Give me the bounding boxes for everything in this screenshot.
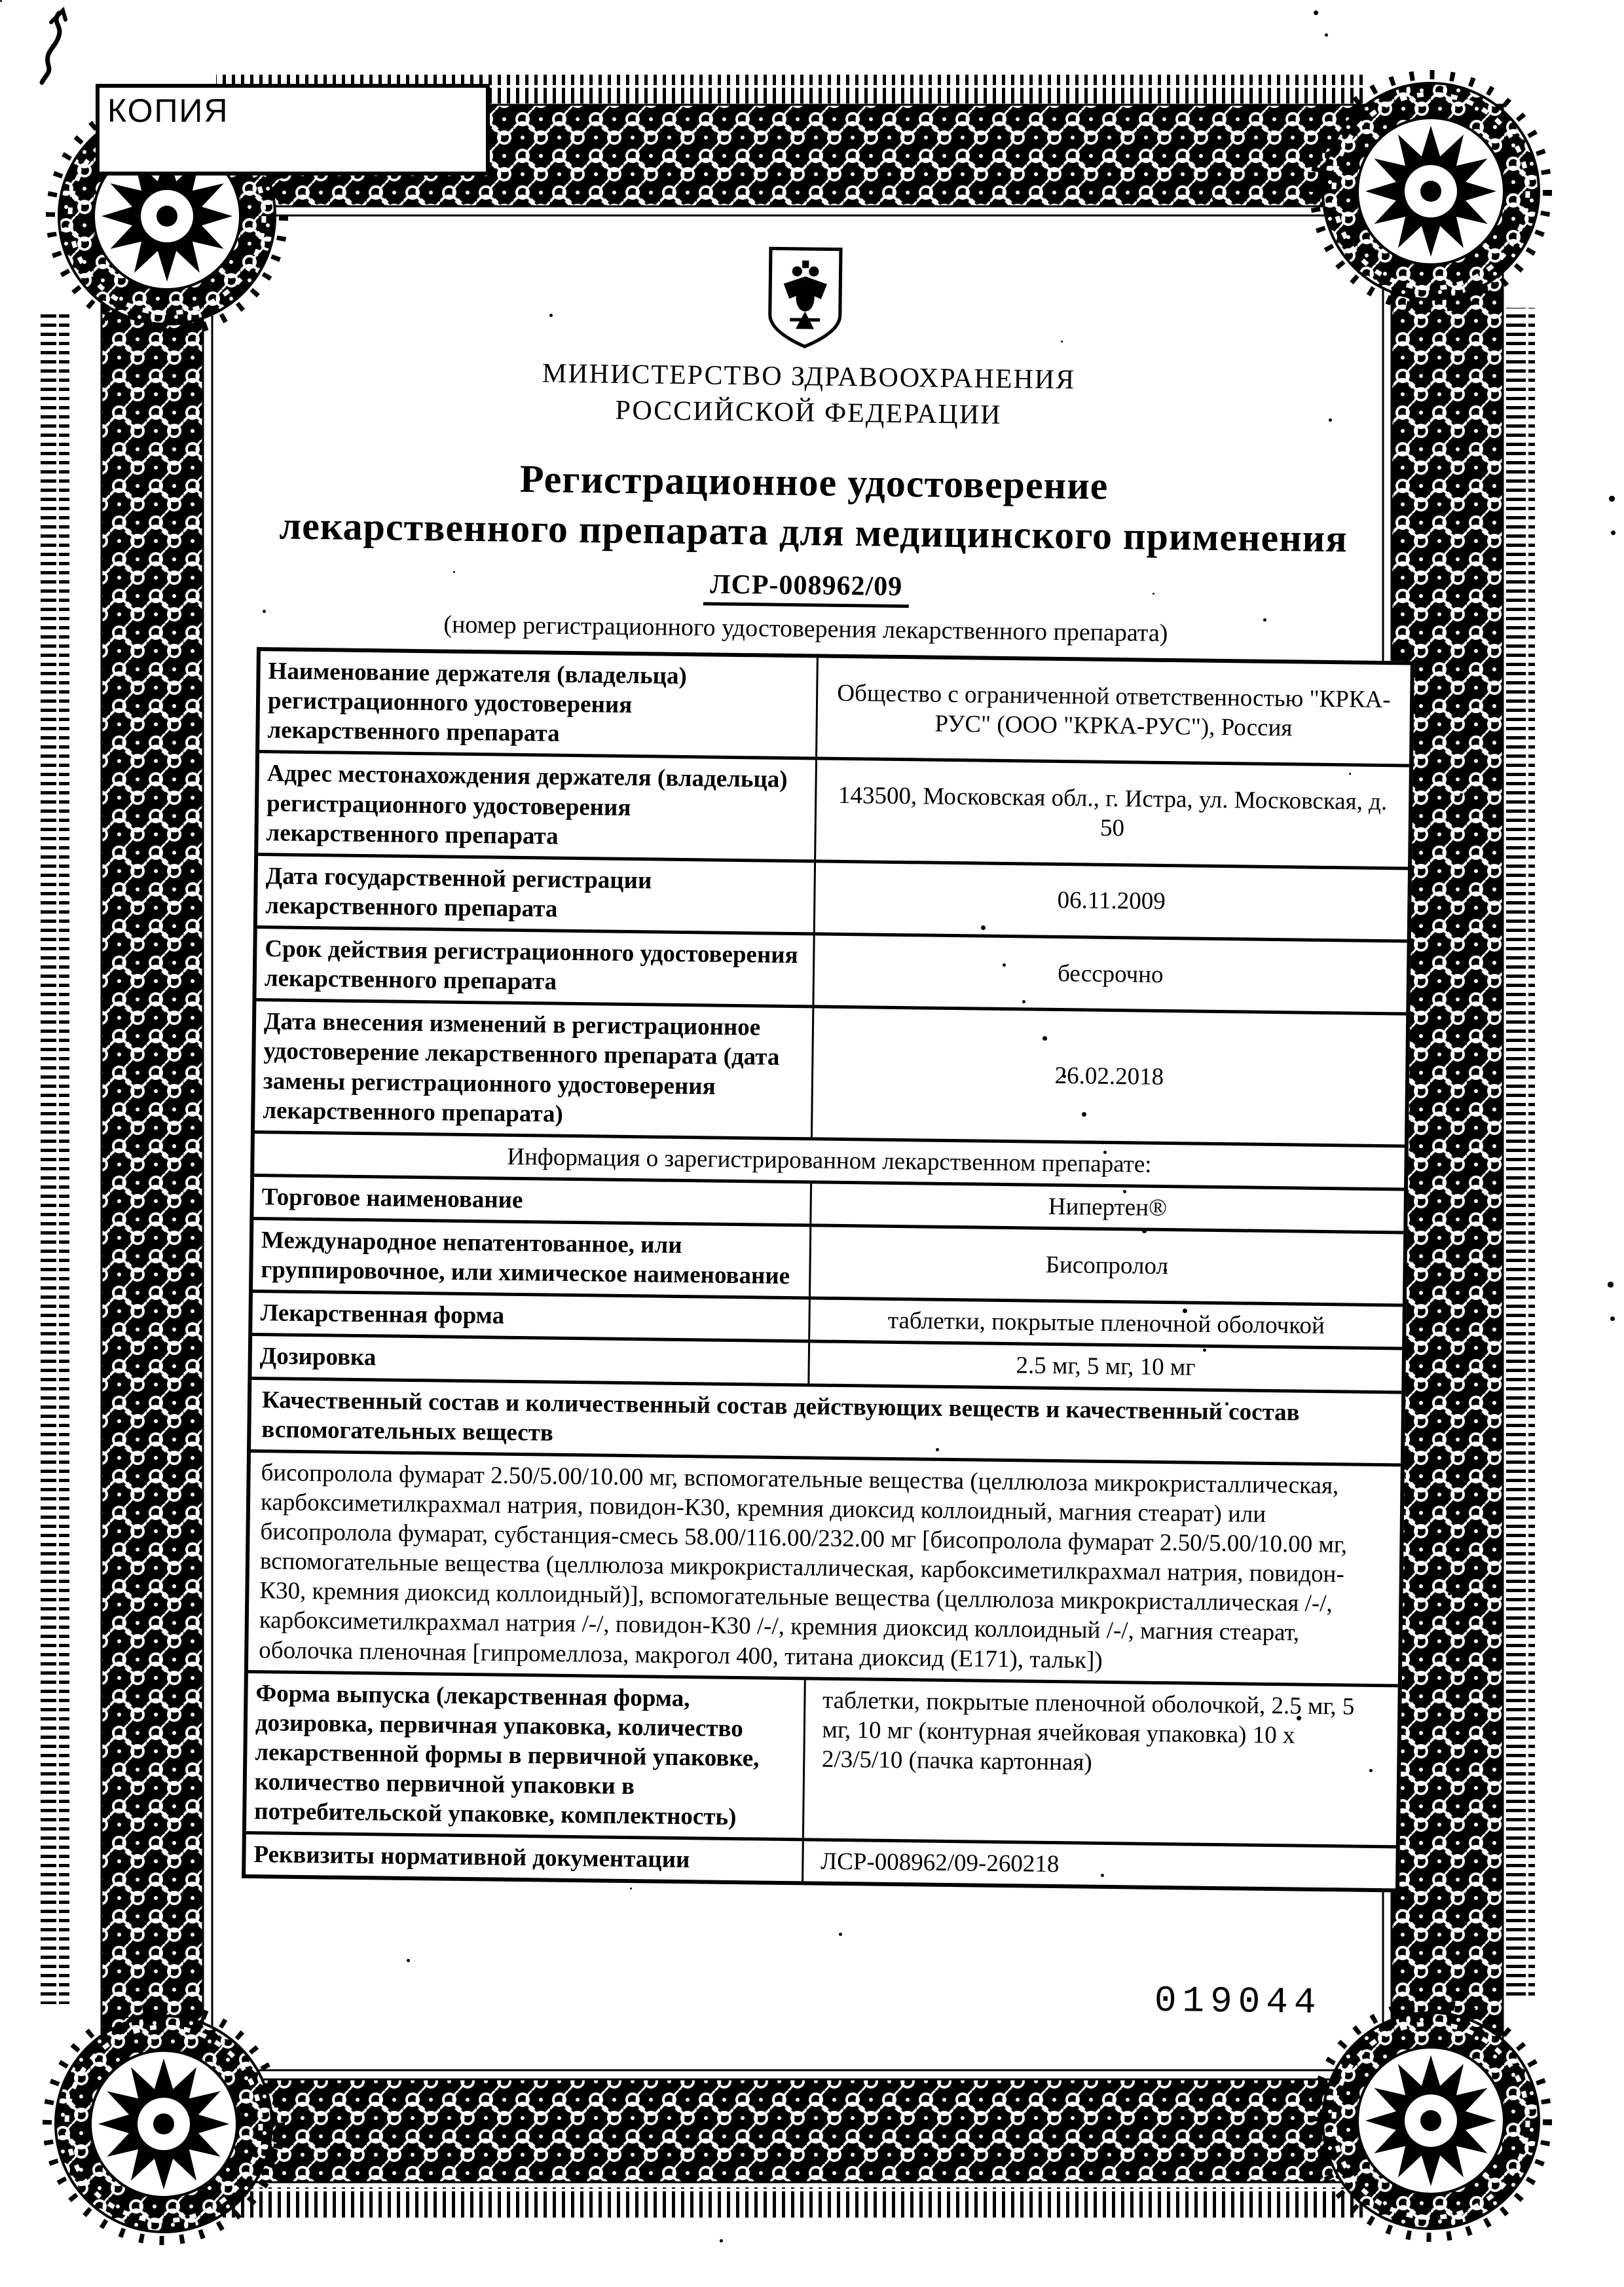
- blank-serial-number: 019044: [1154, 1979, 1322, 2024]
- row-value: ЛСР-008962/09-260218: [820, 1848, 1060, 1878]
- document-title: [175, 449, 1453, 565]
- table-heading-row: [251, 1379, 1401, 1466]
- copy-stamp-label: КОПИЯ: [107, 92, 229, 129]
- table-text-row: [248, 1453, 1401, 1687]
- row-value: Нипертен®: [1048, 1193, 1168, 1221]
- russia-coat-of-arms-icon: [762, 246, 849, 350]
- row-label: Торговое наименование: [253, 1177, 811, 1224]
- table-row: [259, 651, 1411, 768]
- registration-number-caption: (номер регистрационного удостоверения лекарственного препарата): [443, 610, 1168, 647]
- document-title-line2: лекарственного препарата для медицинского применения: [279, 504, 1348, 561]
- section-title: Информация о зарегистрированном лекарственном препарате:: [507, 1143, 1152, 1178]
- row-value: Бисопролол: [1045, 1251, 1169, 1280]
- row-value: таблетки, покрытые пленочной оболочкой, 2.5 мг, 5 мг, 10 мг (контурная ячейковая упаковка) 10 х 2/3/5/10 (пачка картонная): [821, 1686, 1355, 1776]
- table-row: [246, 1673, 1398, 1849]
- row-label: Наименование держателя (владельца) регистрационного удостоверения лекарственного препарата: [259, 651, 818, 757]
- scan-noise-speckles: [0, 0, 2, 2]
- table-row: [257, 856, 1408, 943]
- document-title-line1: Регистрационное удостоверение: [519, 456, 1109, 508]
- ministry-name: [258, 352, 1359, 437]
- registration-number: ЛСР-008962/09: [256, 563, 1356, 608]
- table-row: [258, 753, 1409, 870]
- copy-stamp: [96, 84, 490, 176]
- composition-heading: Качественный состав и количественный состав действующих веществ и качественный состав вспомогательных веществ: [261, 1386, 1300, 1447]
- row-value: 06.11.2009: [1057, 887, 1166, 916]
- row-label: Форма выпуска (лекарственная форма, дозировка, первичная упаковка, количество лекарственной формы в первичной упаковке, количество первичной упаковки в потребительской упаковке, комплектность): [246, 1673, 806, 1838]
- row-value: бессрочно: [1057, 959, 1164, 988]
- row-label: Дата государственной регистрации лекарственного препарата: [257, 856, 816, 933]
- row-value: 26.02.2018: [1054, 1062, 1164, 1090]
- table-row: [256, 929, 1407, 1016]
- row-label: Международное непатентованное, или группировочное, или химическое наименование: [253, 1220, 811, 1297]
- registration-details-table: [242, 647, 1414, 1893]
- table-row: [253, 1220, 1403, 1307]
- row-value: 143500, Московская обл., г. Истра, ул. Московская, д. 50: [838, 781, 1388, 842]
- table-row: [255, 1001, 1406, 1147]
- row-label: Лекарственная форма: [252, 1293, 810, 1340]
- row-value: Общество с ограниченной ответственностью "КРКА-РУС" (ООО "КРКА-РУС"), Россия: [837, 679, 1391, 742]
- ministry-line2: РОССИЙСКОЙ ФЕДЕРАЦИИ: [615, 395, 1002, 430]
- handwritten-mark: [25, 5, 110, 90]
- row-label: Дозировка: [251, 1336, 809, 1383]
- ministry-line1: МИНИСТЕРСТВО ЗДРАВООХРАНЕНИЯ: [542, 358, 1076, 396]
- row-label: Реквизиты нормативной документации: [246, 1834, 803, 1882]
- row-value: таблетки, покрытые пленочной оболочкой: [887, 1307, 1325, 1340]
- row-label: Дата внесения изменений в регистрационное удостоверение лекарственного препарата (дата замены регистрационного удостоверения лекарственного препарата): [255, 1001, 814, 1137]
- row-label: Адрес местонахождения держателя (владельца) регистрационного удостоверения лекарственного препарата: [258, 753, 817, 859]
- row-label: Срок действия регистрационного удостоверения лекарственного препарата: [256, 929, 815, 1005]
- composition-text: бисопролола фумарат 2.50/5.00/10.00 мг, вспомогательные вещества (целлюлоза микрокристаллическая, карбоксиметилкрахмал натрия, повидон-К30, кремния диоксид коллоидный, магния стеарат) или бисопролола фумарат, субстанция-смесь 58.00/116.00/232.00 мг [бисопролола фумарат 2.50/5.00/10.00 мг, вспомогательные вещества (целлюлоза микрокристаллическая, карбоксиметилкрахмал натрия, повидон-К30, кремния диоксид коллоидный)], вспомогательные вещества (целлюлоза микрокристаллическая /-/, карбоксиметилкрахмал натрия /-/, повидон-К30 /-/, кремния диоксид коллоидный /-/, магния стеарат, оболочка пленочная [гипромеллоза, макрогол 400, титана диоксид (Е171), тальк]): [259, 1459, 1348, 1674]
- row-value: 2.5 мг, 5 мг, 10 мг: [1016, 1352, 1196, 1381]
